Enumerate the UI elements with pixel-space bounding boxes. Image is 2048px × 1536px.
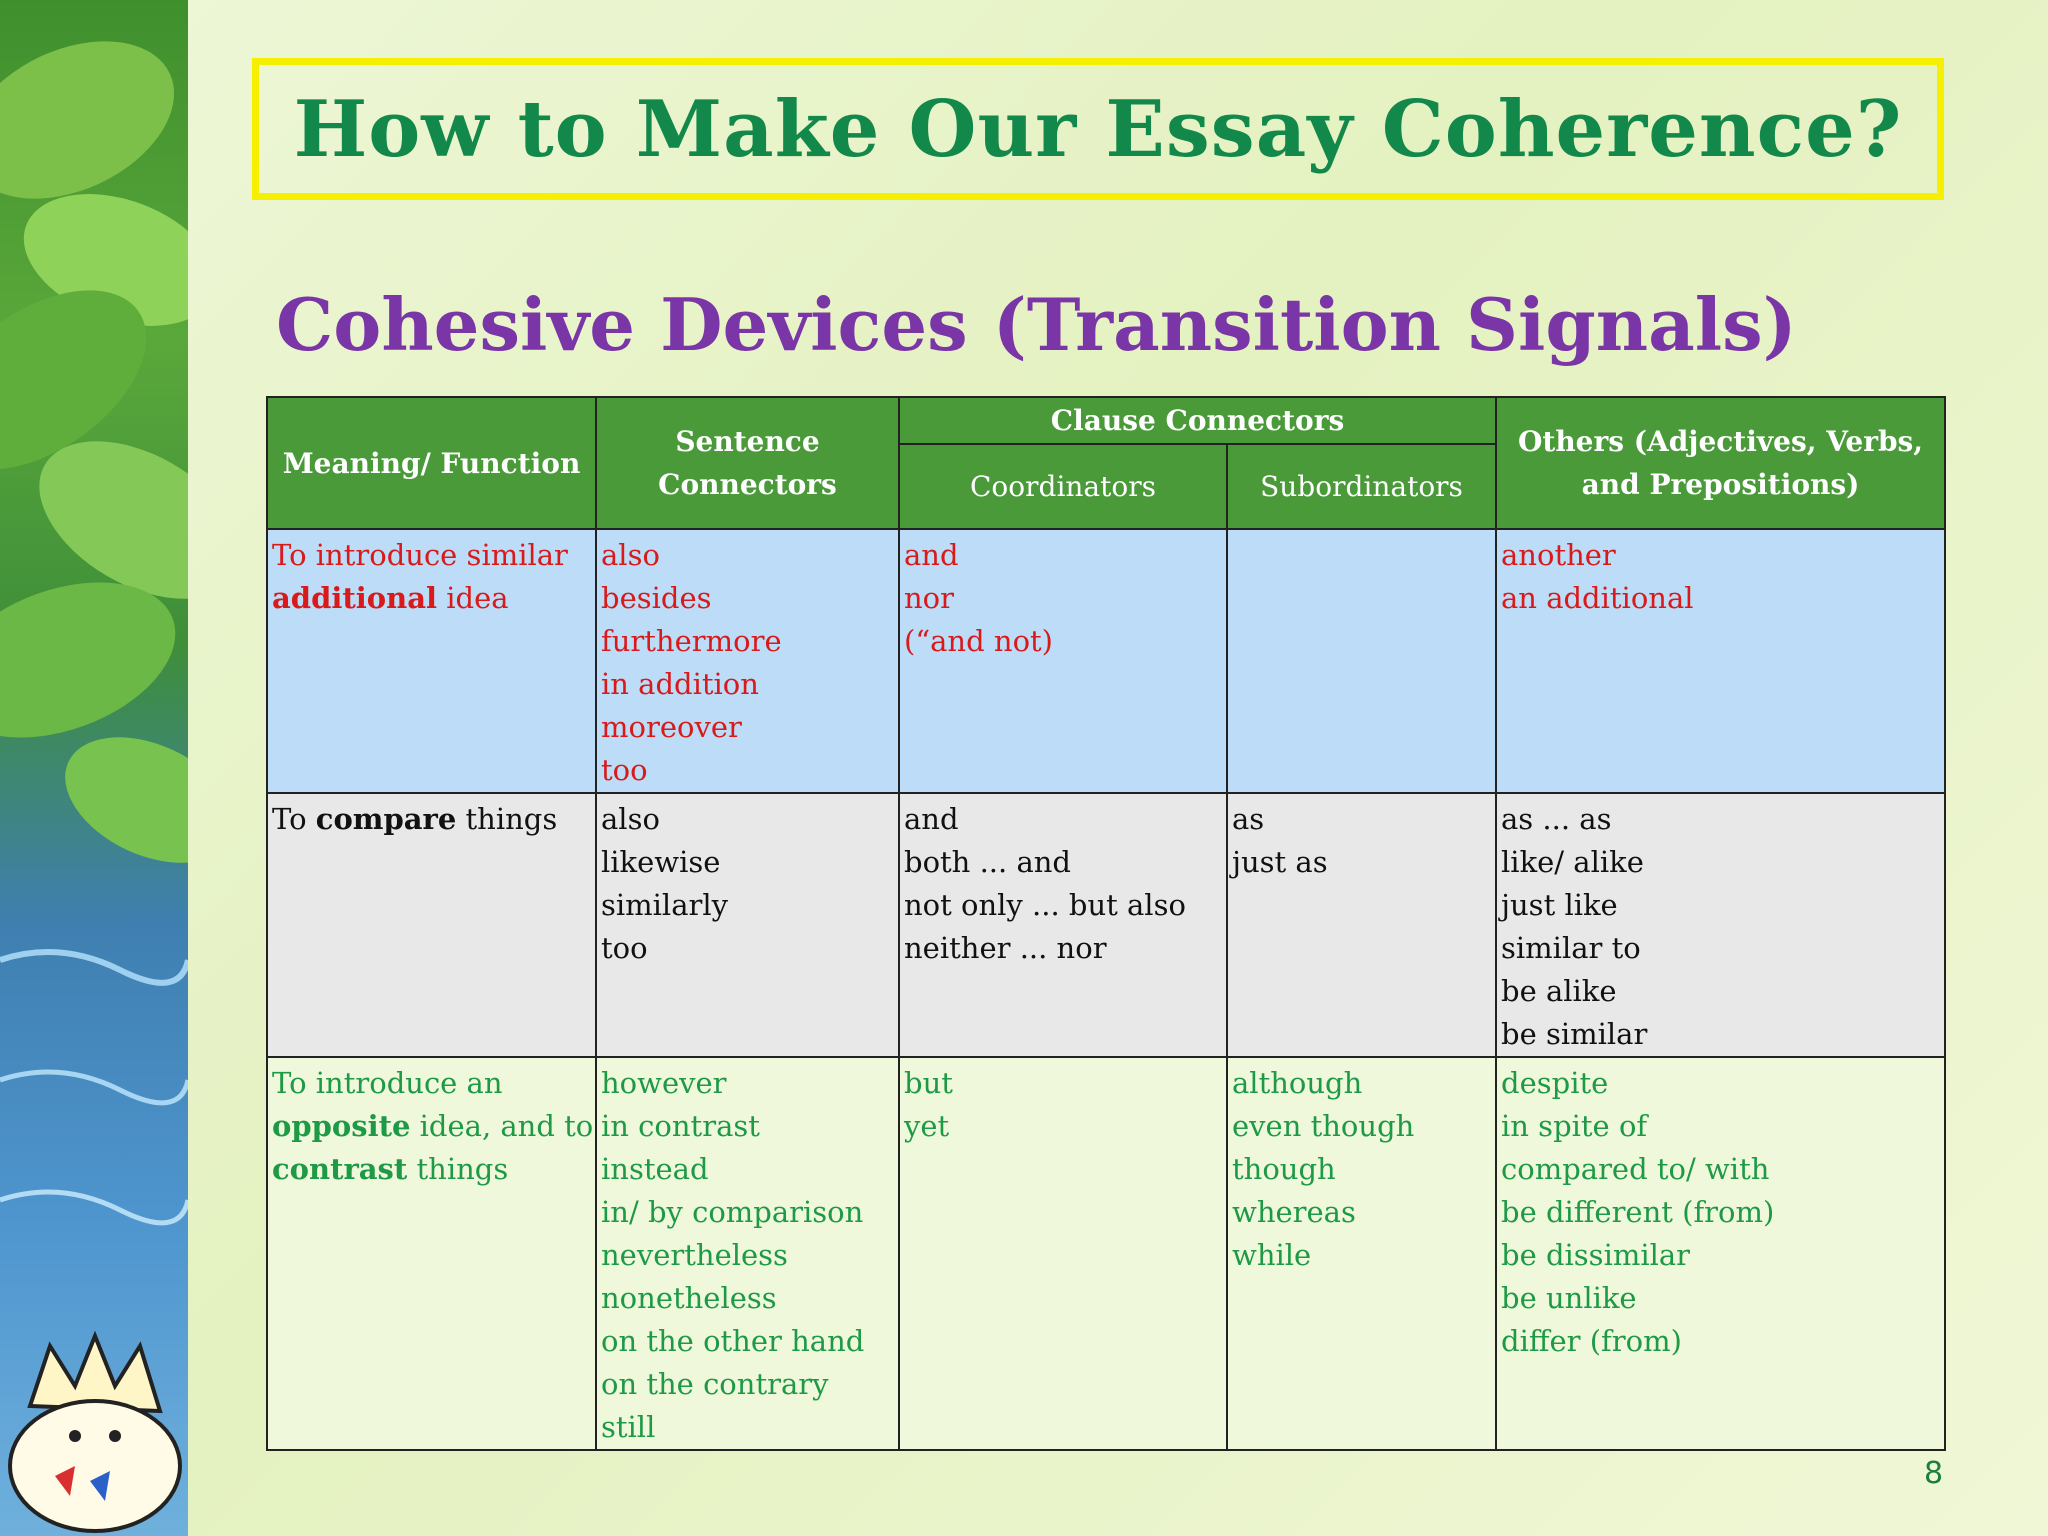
meaning-line: [272, 798, 591, 841]
meaning-keyword: additional: [272, 581, 438, 615]
cell-list-item: just as: [1232, 845, 1328, 879]
cell-list-item: despite: [1501, 1066, 1609, 1100]
coordinators-cell: [899, 1057, 1227, 1450]
cell-list-item: differ (from): [1501, 1324, 1682, 1358]
cell-list-item: too: [601, 931, 648, 965]
cell-list-item: (“and not): [904, 624, 1053, 658]
cell-list-item: in/ by comparison: [601, 1195, 864, 1229]
header-meaning: Meaning/ Function: [267, 397, 596, 529]
subordinators-cell: [1227, 1057, 1496, 1450]
cell-list-item: likewise: [601, 845, 721, 879]
meaning-keyword: contrast: [272, 1152, 408, 1186]
table-row: [267, 1057, 1945, 1450]
title-box: [252, 58, 1944, 200]
cell-list-item: while: [1232, 1238, 1312, 1272]
cell-list-item: nor: [904, 581, 954, 615]
cell-list-item: furthermore: [601, 624, 782, 658]
cell-list-item: be different (from): [1501, 1195, 1775, 1229]
cell-list-item: still: [601, 1410, 656, 1444]
cell-list-item: in addition: [601, 667, 759, 701]
cell-list-item: but: [904, 1066, 953, 1100]
cell-list-item: be unlike: [1501, 1281, 1637, 1315]
header-subordinators: Subordinators: [1227, 444, 1496, 529]
cell-list-item: compared to/ with: [1501, 1152, 1770, 1186]
cell-list-item: though: [1232, 1152, 1336, 1186]
cell-list-item: in spite of: [1501, 1109, 1648, 1143]
cell-list-item: similar to: [1501, 931, 1641, 965]
cell-list-item: yet: [904, 1109, 950, 1143]
meaning-keyword: opposite: [272, 1109, 411, 1143]
meaning-line: [272, 577, 591, 620]
cell-list-item: on the other hand: [601, 1324, 865, 1358]
subordinators-cell: [1227, 529, 1496, 793]
mascot-icon: [0, 1316, 188, 1536]
cell-list-item: as ... as: [1501, 802, 1612, 836]
meaning-cell: [267, 1057, 596, 1450]
cell-list-item: just like: [1501, 888, 1618, 922]
cell-list-item: also: [601, 802, 660, 836]
meaning-text: things: [407, 1152, 509, 1186]
others-cell: [1496, 529, 1945, 793]
cell-list-item: both ... and: [904, 845, 1071, 879]
table-row: [267, 793, 1945, 1057]
sentence-connectors-cell: [596, 529, 899, 793]
cell-list-item: nonetheless: [601, 1281, 777, 1315]
meaning-line: [272, 1148, 591, 1191]
cell-list-item: another: [1501, 538, 1616, 572]
meaning-text: things: [456, 802, 558, 836]
cell-list-item: moreover: [601, 710, 742, 744]
meaning-text: To introduce an: [272, 1066, 503, 1100]
slide-title: How to Make Our Essay Coherence?: [293, 83, 1903, 175]
transition-signals-table: [266, 396, 1946, 1451]
leaf-water-illustration: [0, 0, 188, 1536]
cell-list-item: however: [601, 1066, 727, 1100]
meaning-line: [272, 1105, 594, 1148]
header-others: Others (Adjectives, Verbs, and Prepositions): [1496, 397, 1945, 529]
subordinators-cell: [1227, 793, 1496, 1057]
coordinators-cell: [899, 793, 1227, 1057]
cell-list-item: in contrast: [601, 1109, 760, 1143]
header-sentence-connectors: Sentence Connectors: [596, 397, 899, 529]
meaning-text: To introduce similar: [272, 538, 568, 572]
meaning-text: idea, and to: [410, 1109, 594, 1143]
others-cell: [1496, 793, 1945, 1057]
cell-list-item: an additional: [1501, 581, 1694, 615]
coordinators-cell: [899, 529, 1227, 793]
cell-list-item: whereas: [1232, 1195, 1356, 1229]
cell-list-item: nevertheless: [601, 1238, 788, 1272]
cell-list-item: as: [1232, 802, 1265, 836]
cell-list-item: be alike: [1501, 974, 1617, 1008]
cell-list-item: similarly: [601, 888, 729, 922]
cell-list-item: like/ alike: [1501, 845, 1644, 879]
decorative-leaf-strip: [0, 0, 188, 1536]
cell-list-item: on the contrary: [601, 1367, 829, 1401]
meaning-text: To: [272, 802, 316, 836]
cell-list-item: too: [601, 753, 648, 787]
meaning-text: idea: [437, 581, 509, 615]
cell-list-item: also: [601, 538, 660, 572]
cell-list-item: even though: [1232, 1109, 1415, 1143]
sentence-connectors-cell: [596, 793, 899, 1057]
cell-list-item: be dissimilar: [1501, 1238, 1691, 1272]
cell-list-item: although: [1232, 1066, 1363, 1100]
cell-list-item: neither ... nor: [904, 931, 1107, 965]
table-row: [267, 529, 1945, 793]
page-number: 8: [1924, 1456, 1944, 1491]
cell-list-item: besides: [601, 581, 712, 615]
others-cell: [1496, 1057, 1945, 1450]
cell-list-item: and: [904, 802, 959, 836]
slide-subtitle: Cohesive Devices (Transition Signals): [276, 282, 1797, 367]
header-clause-connectors: Clause Connectors: [899, 397, 1496, 444]
meaning-keyword: compare: [315, 802, 457, 836]
meaning-line: [272, 534, 591, 577]
meaning-cell: [267, 529, 596, 793]
cell-list-item: instead: [601, 1152, 709, 1186]
cell-list-item: be similar: [1501, 1017, 1648, 1051]
meaning-line: [272, 1062, 591, 1105]
sentence-connectors-cell: [596, 1057, 899, 1450]
meaning-cell: [267, 793, 596, 1057]
cell-list-item: and: [904, 538, 959, 572]
header-coordinators: Coordinators: [899, 444, 1227, 529]
cell-list-item: not only ... but also: [904, 888, 1186, 922]
